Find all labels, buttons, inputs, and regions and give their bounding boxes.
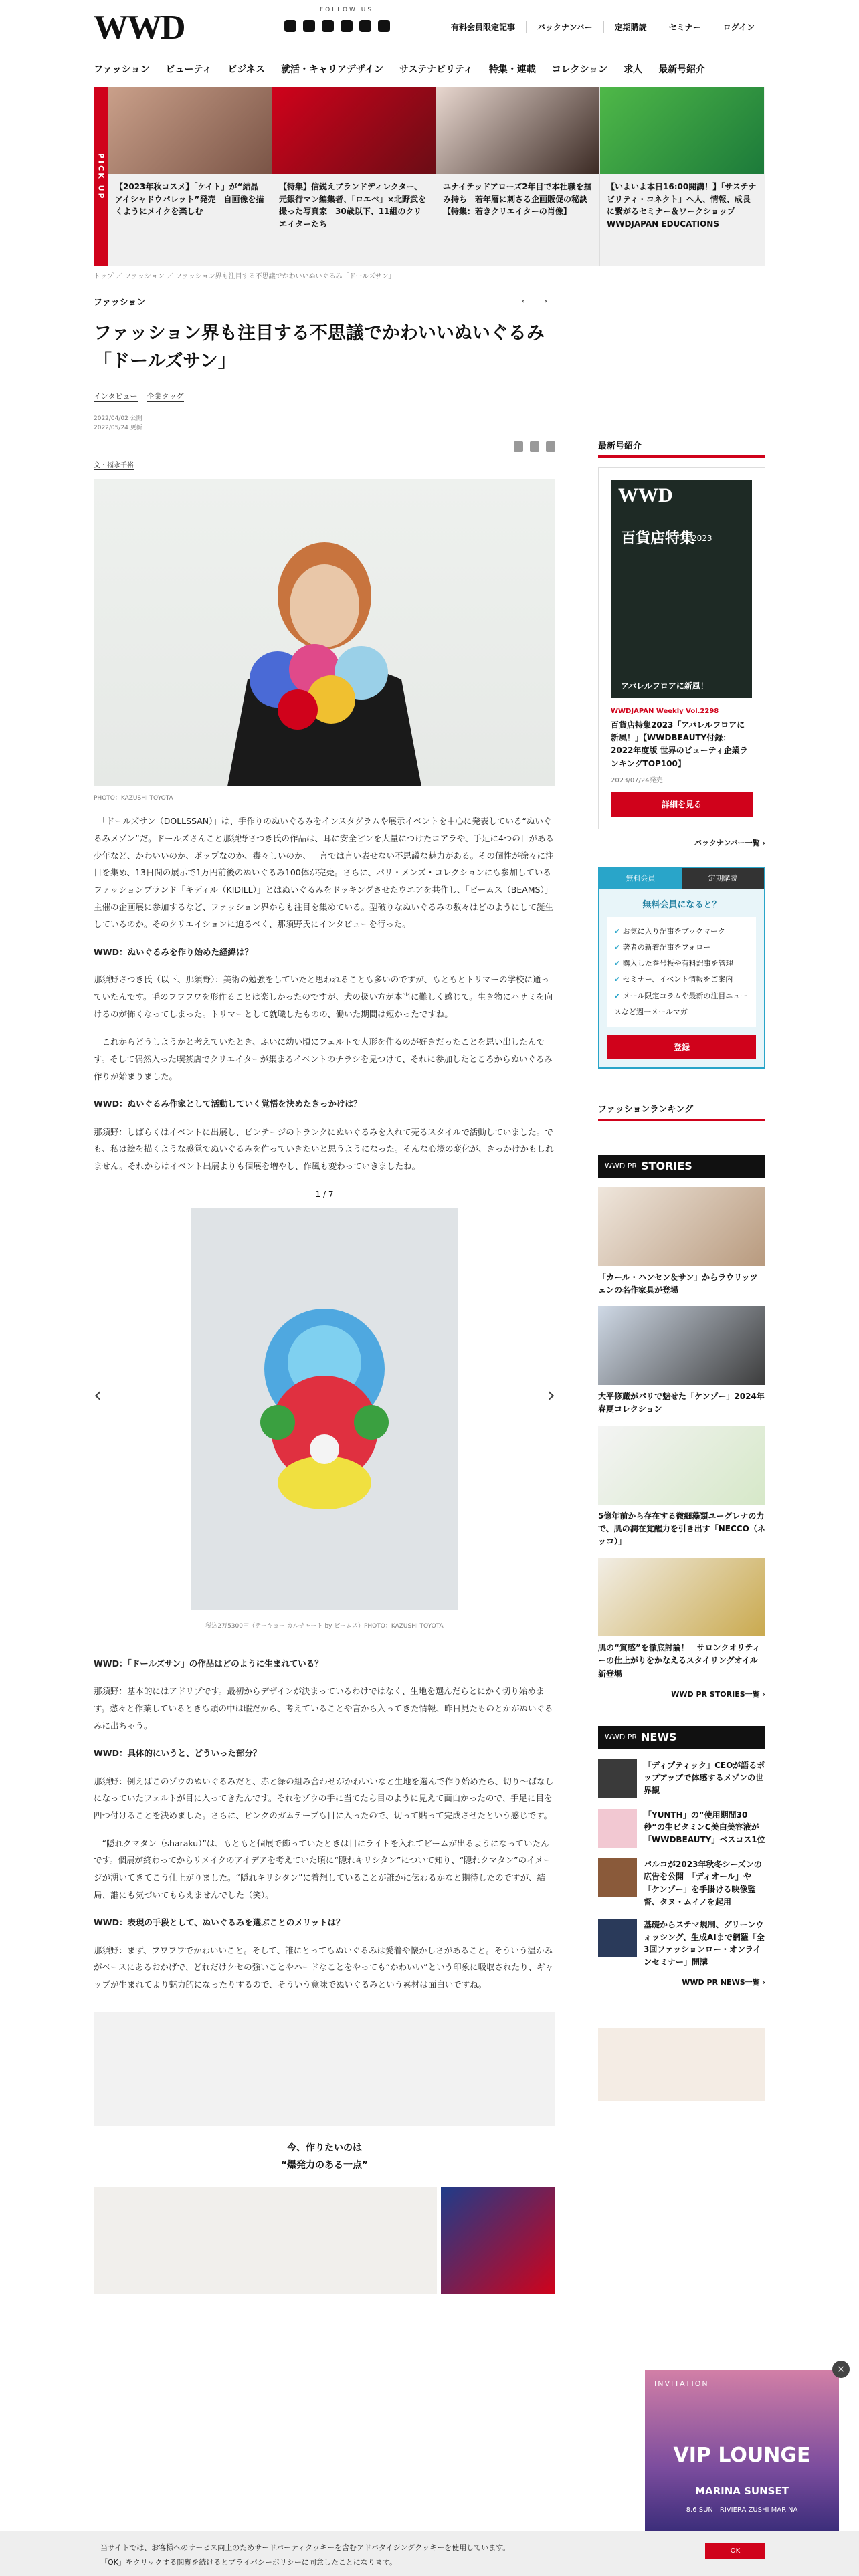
article-author: 文・福永千裕 [94,462,134,470]
story-image [598,1187,765,1266]
share-buttons [514,441,555,452]
vip-date: 8.6 SUN RIVIERA ZUSHI MARINA [686,2506,798,2514]
ad-placeholder [94,2012,555,2126]
story-image [598,1426,765,1505]
benefit-item: ✔ メール限定コラムや最新の注目ニュースなど週一メールマガ [614,988,749,1021]
question: WWD：ぬいぐるみを作り始めた経緯は？ [94,946,253,957]
register-button[interactable]: 登録 [607,1035,756,1059]
slider-prev-arrow[interactable]: ‹ [94,1383,102,1407]
latest-issue-title: 最新号紹介 [598,439,765,458]
ranking-title: ファッションランキング [598,1102,765,1121]
pickup-banner [94,87,765,266]
vip-lounge-ad[interactable]: INVITATION VIP LOUNGE MARINA SUNSET 8.6 SUN RIVIERA ZUSHI MARINA [645,2370,839,2532]
pickup-image [600,87,764,174]
date-published: 2022/04/02 公開 [94,415,142,422]
benefit-item: ✔ セミナー、イベント情報をご案内 [614,972,749,988]
bottom-photo-portrait [94,2187,437,2294]
article-nav-arrows[interactable]: ‹ › [521,296,555,306]
issue-cover[interactable]: WWD 百貨店特集 2023 アパレルフロアに新風！ [611,480,752,698]
member-tabs [599,868,764,889]
story-item[interactable]: 肌の“質感”を徹底討論！ サロンクオリティーの仕上がりをかなえるスタイリングオイル新登場 [598,1558,765,1681]
youtube-icon[interactable] [359,20,371,32]
pickup-image [272,87,436,174]
story-image [598,1306,765,1385]
news-header: WWD PR NEWS [598,1726,765,1749]
news-thumb [598,1809,637,1848]
nav-item-beauty[interactable]: ビューティ [165,64,212,75]
member-question: 無料会員になると？ [642,899,721,910]
nav-item-features[interactable]: 特集・連載 [488,64,536,75]
tab-free-member[interactable]: 無料会員 [599,868,682,889]
sidebar [598,439,765,2101]
slider-next-arrow[interactable]: › [547,1383,555,1407]
section-subhead: 今、作りたいのは “爆発力のある一点” [280,2142,369,2171]
story-item[interactable]: 「カール・ハンセン＆サン」からラウリッツェンの名作家具が登場 [598,1187,765,1297]
article-tags [94,391,555,402]
bottom-photos [94,2187,555,2294]
header-link-seminar[interactable]: セミナー [658,21,712,33]
plush-illustration [191,1208,458,1610]
slide-counter: 1 / 7 [315,1189,334,1199]
nav-item-jobs[interactable]: 求人 [624,64,643,75]
main-nav [94,59,765,79]
paragraph: 那須野：例えばこのゾウのぬいぐるみだと、赤と緑の組み合わせがかわいいなと生地を選んで作り始めたら、切り～ばなしになっていたフェルトが目に入ってきたんです。それをゾウの手に当てたら目のように見えて面白かったので、手足に目を四つ付けることを決めました。さらに、ピンクのガムテープも目に入ったので、切って貼って完成させたという感じです。 [94,1776,554,1821]
nav-item-fashion[interactable]: ファッション [94,64,150,75]
tiktok-icon[interactable] [378,20,390,32]
stories-more-link[interactable]: WWD PR STORIES一覧 › [671,1689,765,1699]
pickup-card[interactable] [600,87,764,266]
image-slider [94,1190,555,1644]
nav-item-collection[interactable]: コレクション [551,64,608,75]
breadcrumb[interactable]: トップ ／ ファッション ／ ファッション界も注目する不思議でかわいいぬいぐるみ「ドールズサン」 [94,273,395,280]
tag-interview[interactable]: インタビュー [94,391,138,401]
question: WWD：ぬいぐるみ作家として活動していく覚悟を決めたきっかけは？ [94,1099,362,1109]
pickup-title: ユナイテッドアローズ2年目で本社職を掴み持ち 若年層に刺さる企画販促の秘訣【特集：若きクリエイターの肖像】 [443,182,592,217]
paragraph: 那須野：しばらくはイベントに出展し、ビンテージのトランクにぬいぐるみを入れて売るスタイルで活動していました。でも、私は絵を描くような感覚でぬいぐるみを作っていきたいと思うようになった。そんな心境の変化が、きっかけかもしれません。それからはイベント出展よりも個展を増やし、作風も変わっていきましたね。 [94,1126,554,1172]
nav-item-sustainability[interactable]: サステナビリティ [399,64,473,75]
question: WWD：「ドールズサン」の作品はどのように生まれている？ [94,1658,323,1669]
portrait-illustration [94,479,555,786]
category-row [94,294,555,308]
twitter-icon[interactable] [284,20,296,32]
member-benefits [607,917,756,1027]
bookmark-icon[interactable] [546,441,555,452]
paragraph: “隠れクマタン（sharaku）”は、もともと個展で飾っていたときは目にライトを入れてビームが出るようになっていたんです。個展が終わってからリメイクのアイデアを考えていた頃に“隠れキリシタン”について知り、“隠れクマタン”のイメージが湧いてきてこう仕上がりました。“隠れキリシタン”に着想していることが誰かに伝わるかなと期待したのですが、結局、誰にも気づいてもらえませんでした（笑）。 [94,1838,552,1900]
pickup-card[interactable] [436,87,600,266]
news-item[interactable]: 「ディプティック」CEOが語るポップアップで体感するメゾンの世界観 [598,1759,765,1798]
follow-us-label: FOLLOW US [320,7,374,13]
line-icon[interactable] [341,20,353,32]
benefit-item: ✔ 著者の新着記事をフォロー [614,940,749,956]
article-body [94,813,555,1174]
pickup-image [436,87,599,174]
tag-collaboration[interactable]: 企業タッグ [147,391,184,401]
site-header [94,0,765,53]
member-content [599,889,764,1067]
pickup-title: 【特集】信鋭えブランドディレクター、元銀行マン編集者、「ロエベ」×北野武を撮った写真家 30歳以下、11組のクリエイターたち [279,182,427,229]
main-photo [94,479,555,786]
pickup-card[interactable] [272,87,436,266]
issue-details-button[interactable]: 詳細を見る [611,792,753,817]
article-dates [94,414,555,433]
twitter-share-icon[interactable] [530,441,539,452]
news-more-link[interactable]: WWD PR NEWS一覧 › [682,1977,765,1987]
article-body-continued [94,1655,555,1994]
article [94,294,555,2294]
news-item[interactable]: 「YUNTH」の“使用期間30秒”の生ビタミンC美白美容液が「WWDBEAUTY」ベスコス1位 [598,1809,765,1848]
date-updated: 2022/05/24 更新 [94,425,142,432]
tab-subscription[interactable]: 定期購読 [682,868,764,889]
question: WWD：表現の手段として、ぬいぐるみを選ぶことのメリットは？ [94,1917,345,1928]
paragraph: 那須野：基本的にはアドリブです。最初からデザインが決まっているわけではなく、生地を選んだらとにかく切り始めます。愁々と作業しているときも頭の中は暇だから、考えていることや言から入ってきた情報、昨日見たものとかがぬいぐるみに出ちゃう。 [94,1686,553,1731]
close-icon[interactable]: × [832,2361,850,2378]
header-link-subscribe[interactable]: 定期購読 [603,21,658,33]
news-item[interactable]: パルコが2023年秋冬シーズンの広告を公開 「ディオール」や「ケンゾー」を手掛ける映像監督、タヌ・ムイノを起用 [598,1858,765,1908]
story-item[interactable]: 5億年前から存在する微細藻類ユーグレナの力で、肌の潤在覚醒力を引き出す「NECCO（ネッコ）」 [598,1426,765,1549]
news-thumb [598,1919,637,1957]
member-box [598,867,765,1069]
story-item[interactable]: 大平修蔵がパリで魅せた「ケンゾー」2024年春夏コレクション [598,1306,765,1416]
paragraph: 那須野さつき氏（以下、那須野）：美術の勉強をしていたと思われることも多いのですが、もともとトリマーの学校に通っていたんです。毛のフワフワを形作ることは楽しかったのですが、犬の扱い方が本当に難しく感じて。生き物にハサミを向けるのが怖くなってしまった。トリマーとして就職したものの、働いた期間は短かったですね。 [94,974,553,1019]
benefit-item: ✔ 購入した巻号板や有料記事を管理 [614,956,749,972]
issue-description[interactable]: 百貨店特集2023「アパレルフロアに新風！」【WWDBEAUTY付録：2022年度版 世界のビューティ企業ランキングTOP100】 [611,720,748,768]
latest-issue-box [598,467,765,829]
social-links [284,20,390,32]
instagram-icon[interactable] [322,20,334,32]
slide-caption: 税込2万5300円（テーキョー カルチャート by ビームス）PHOTO：KAZUSHI TOYOTA [205,1622,444,1630]
benefit-item: ✔ お気に入り記事をブックマーク [614,924,749,940]
news-thumb [598,1858,637,1897]
question: WWD：具体的にいうと、どういった部分？ [94,1748,262,1759]
dictionary-banner[interactable] [598,2028,765,2101]
header-link-backnumber[interactable]: バックナンバー [526,21,603,33]
cookie-banner [0,2531,859,2576]
pickup-label: PICK UP [94,87,108,266]
facebook-icon[interactable] [303,20,315,32]
pickup-card[interactable] [108,87,272,266]
pickup-image [108,87,272,174]
nav-item-business[interactable]: ビジネス [227,64,265,75]
nav-item-latest-issue[interactable]: 最新号紹介 [658,64,706,75]
paragraph: 「ドールズサン（DOLLSSAN）」は、手作りのぬいぐるみをインスタグラムや展示イベントを中心に発表している“ぬいぐるみメゾン”だ。ドールズさんこと那須野さつき氏の作品は、耳に安全ピンを大量につけたコアラや、手足に4つの目がある少年など、かわいいのか、ポップなのか、毒々しいのか、一言では言い表せない不思議な魅力がある。その個性が徐々に注目を集め、13日間の展示で1万円前後のぬいぐるみ100体が完売。さらに、パリ・メンズ・コレクションにも参加しているファッションブランド「キディル（KIDILL）」とはぬいぐるみをドッキングさせたウエアを共作し、「ビームス（BEAMS）」主催の企画展に参加するなど、ファッション界からも注目を集めている。型破りなぬいぐるみの数々はどのようにして誕生しているのか。そのクリエイションに迫るべく、那須野氏にインタビューを行った。 [94,816,554,930]
news-item[interactable]: 基礎からステマ規制、グリーンウォッシング、生成AIまで網羅「全3回ファッションロー・オンラインセミナー」開講 [598,1919,765,1968]
nav-item-career[interactable]: 就活・キャリアデザイン [280,64,383,75]
bottom-photo-thumb [441,2187,555,2294]
paragraph: 那須野：まず、フワフワでかわいいこと。そして、誰にとってもぬいぐるみは愛着や懐かしさがあること。そういう温かみがベースにあるおかげで、どれだけクセの強いことやハードなことをやっても“かわいい”という印象に吸収されたり、ギャップが生まれてより魅力的になったりするので、そういう意味でぬいぐるみという素材は面白いですね。 [94,1945,554,1990]
slide-image[interactable] [191,1208,458,1610]
backnumber-link[interactable]: バックナンバー一覧 › [694,838,765,847]
photo-caption: PHOTO：KAZUSHI TOYOTA [94,795,173,802]
header-link-login[interactable]: ログイン [712,21,765,33]
header-links [440,21,765,33]
cookie-ok-button[interactable]: OK [705,2543,765,2559]
article-title: ファッション界も注目する不思議でかわいいぬいぐるみ「ドールズサン」 [94,323,545,372]
header-link-premium[interactable]: 有料会員限定記事 [450,23,515,32]
facebook-share-icon[interactable] [514,441,523,452]
pickup-title: 【2023年秋コスメ】「ケイト」が“結晶アイシャドウパレット”発売 自画像を描くようにメイクを楽しむ [115,182,264,217]
cookie-text: 当サイトでは、お客様へのサービス向上のためサードパーティクッキーを含むアドバタイジングクッキーを使用しています。 「OK」をクリックする閲覧を続けるとプライバシーポリシーに同意したことになります。 [100,2543,510,2567]
story-image [598,1558,765,1636]
issue-volume: WWDJAPAN Weekly Vol.2298 [611,708,719,715]
pickup-title: 【いよいよ本日16:00開講！】「サステナビリティ・コネクト」へ人、情報、成長に繋がるセミナー＆ワークショップ WWDJAPAN EDUCATIONS [607,182,757,229]
stories-header: WWD PR STORIES [598,1155,765,1178]
issue-date: 2023/07/24発売 [611,776,663,784]
site-logo[interactable]: WWD [94,9,185,47]
news-thumb [598,1759,637,1798]
paragraph: これからどうしようかと考えていたとき、ふいに幼い頃にフェルトで人形を作るのが好きだったことを思い出したんです。そして偶然入った喫茶店でクリエイターが集まるイベントのチラシを見つけて、それに参加したところからぬいぐるみ作りが始まりました。 [94,1037,553,1081]
article-category[interactable]: ファッション [94,297,146,308]
